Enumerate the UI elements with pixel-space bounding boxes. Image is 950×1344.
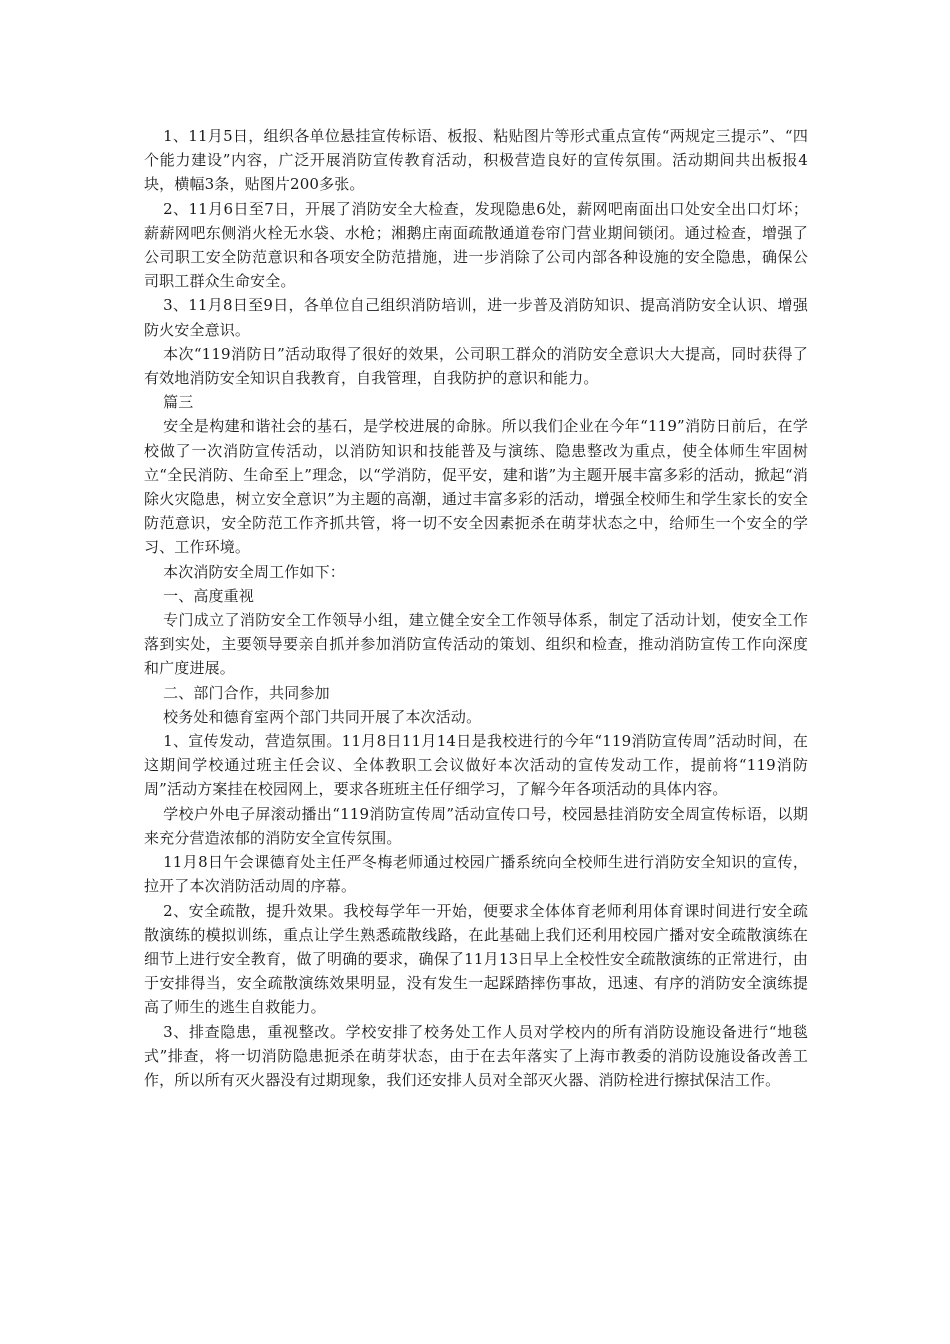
paragraph-leadership-group: 专门成立了消防安全工作领导小组，建立健全安全工作领导体系，制定了活动计划，使安全工作落到实处，主要领导要亲自抓并参加消防宣传活动的策划、组织和检查，推动消防宣传工作向深度和广度进展。: [144, 611, 808, 678]
paragraph-fire-training: 3、11月8日至9日，各单位自己组织消防培训，进一步普及消防知识、提高消防安全认识、增强防火安全意识。: [144, 296, 808, 339]
paragraph-activity-summary: 本次“119消防日”活动取得了很好的效果，公司职工群众的消防安全意识大大提高，同时获得了有效地消防安全知识自我教育，自我管理，自我防护的意识和能力。: [144, 344, 808, 388]
paragraph-departments: 校务处和德育室两个部门共同开展了本次活动。: [163, 707, 482, 726]
paragraph-hazard-inspection: 3、排查隐患，重视整改。学校安排了校务处工作人员对学校内的所有消防设施设备进行“地毯式”排查，将一切消防隐患扼杀在萌芽状态，由于在去年落实了上海市教委的消防设施设备改善工作，所以所有灭火器没有过期现象，我们还安排人员对全部灭火器、消防栓进行擦拭保洁工作。: [144, 1022, 808, 1089]
heading-high-attention: 一、高度重视: [163, 586, 254, 605]
paragraph-evacuation-drill: 2、安全疏散，提升效果。我校每学年一开始，便要求全体体育老师利用体育课时间进行安全疏散演练的模拟训练，重点让学生熟悉疏散线路，在此基础上我们还利用校园广播对安全疏散演练在细节上进行安全教育，做了明确的要求，确保了11月13日早上全校性安全疏散演练的正常进行，由于安排得当，安全疏散演练效果明显，没有发生一起踩踏摔伤事故，迅速、有序的消防安全演练提高了师生的逃生自救能力。: [144, 901, 808, 1017]
document-body: [144, 124, 808, 1092]
paragraph-publicity-mobilization: 1、宣传发动，营造氛围。11月8日11月14日是我校进行的今年“119消防宣传周”活动时间，在这期间学校通过班主任会议、全体教职工会议做好本次活动的宣传发动工作，提前将“119消防周”活动方案挂在校园网上，要求各班班主任仔细学习，了解今年各项活动的具体内容。: [144, 732, 808, 799]
section-heading-part-three: 篇三: [163, 393, 194, 412]
paragraph-outdoor-screen: 学校户外电子屏滚动播出“119消防宣传周”活动宣传口号，校园悬挂消防安全周宣传标语，以期来充分营造浓郁的消防安全宣传氛围。: [144, 804, 808, 847]
paragraph-safety-inspection: 2、11月6日至7日，开展了消防安全大检查，发现隐患6处，薪网吧南面出口处安全出口灯坏；薪薪网吧东侧消火栓无水袋、水枪；湘鹅庄南面疏散通道卷帘门营业期间锁闭。通过检查，增强了公司职工安全防范意识和各项安全防范措施，进一步消除了公司内部各种设施的安全隐患，确保公司职工群众生命安全。: [144, 199, 808, 291]
paragraph-work-overview: 本次消防安全周工作如下：: [163, 562, 345, 581]
paragraph-fire-promotion-nov5: 1、11月5日，组织各单位悬挂宣传标语、板报、粘贴图片等形式重点宣传“两规定三提示”、“四个能力建设”内容，广泛开展消防宣传教育活动，积极营造良好的宣传氛围。活动期间共出板报4块，横幅3条，贴图片200多张。: [144, 127, 808, 194]
heading-department-cooperation: 二、部门合作，共同参加: [163, 683, 330, 702]
paragraph-campus-broadcast: 11月8日午会课德育处主任严冬梅老师通过校园广播系统向全校师生进行消防安全知识的宣传，拉开了本次消防活动周的序幕。: [144, 853, 808, 896]
paragraph-school-introduction: 安全是构建和谐社会的基石，是学校进展的命脉。所以我们企业在今年“119”消防日前后，在学校做了一次消防宣传活动，以消防知识和技能普及与演练、隐患整改为重点，使全体师生牢固树立“全民消防、生命至上”理念，以“学消防，促平安，建和谐”为主题开展丰富多彩的活动，掀起“消除火灾隐患，树立安全意识”为主题的高潮，通过丰富多彩的活动，增强全校师生和学生家长的安全防范意识，安全防范工作齐抓共管，将一切不安全因素扼杀在萌芽状态之中，给师生一个安全的学习、工作环境。: [144, 417, 808, 557]
